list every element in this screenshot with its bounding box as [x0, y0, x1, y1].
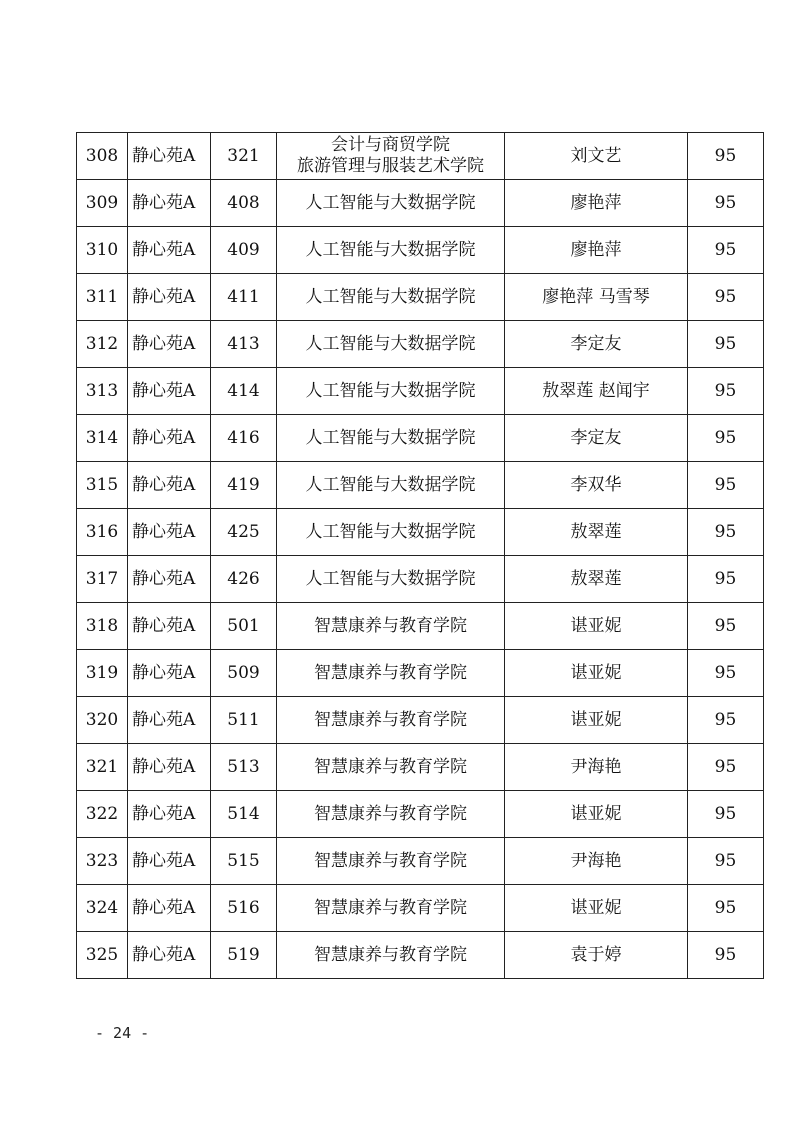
cell-serial-number: 319: [77, 650, 128, 697]
cell-room-number: 514: [211, 791, 277, 838]
table-row: [77, 838, 764, 885]
cell-college: [277, 697, 505, 744]
cell-teacher: 谌亚妮: [505, 791, 688, 838]
table-row: [77, 227, 764, 274]
cell-teacher: 李双华: [505, 462, 688, 509]
cell-teacher: 谌亚妮: [505, 885, 688, 932]
college-name-line: 智慧康养与教育学院: [314, 944, 467, 965]
cell-college: [277, 321, 505, 368]
cell-teacher: 李定友: [505, 321, 688, 368]
cell-building: 静心苑A: [128, 885, 211, 932]
college-name-line: 智慧康养与教育学院: [314, 615, 467, 636]
cell-score: 95: [688, 932, 764, 979]
cell-building: 静心苑A: [128, 415, 211, 462]
college-name-line: 人工智能与大数据学院: [305, 521, 476, 542]
table-row: [77, 744, 764, 791]
cell-score: 95: [688, 274, 764, 321]
table-row: [77, 415, 764, 462]
cell-score: 95: [688, 133, 764, 180]
cell-teacher: 廖艳萍: [505, 180, 688, 227]
cell-score: 95: [688, 650, 764, 697]
cell-room-number: 419: [211, 462, 277, 509]
cell-teacher: 谌亚妮: [505, 603, 688, 650]
cell-serial-number: 314: [77, 415, 128, 462]
cell-building: 静心苑A: [128, 368, 211, 415]
cell-score: 95: [688, 462, 764, 509]
table-row: [77, 603, 764, 650]
cell-serial-number: 320: [77, 697, 128, 744]
cell-building: 静心苑A: [128, 697, 211, 744]
table-row: [77, 556, 764, 603]
cell-serial-number: 321: [77, 744, 128, 791]
cell-college: [277, 791, 505, 838]
cell-college: [277, 744, 505, 791]
table-body: [77, 133, 764, 979]
cell-teacher: 尹海艳: [505, 838, 688, 885]
table-row: [77, 321, 764, 368]
table-row: [77, 932, 764, 979]
college-name-line: 智慧康养与教育学院: [314, 803, 467, 824]
college-name-line: 智慧康养与教育学院: [314, 662, 467, 683]
cell-serial-number: 313: [77, 368, 128, 415]
cell-college: [277, 556, 505, 603]
table-row: [77, 274, 764, 321]
cell-college: [277, 838, 505, 885]
cell-score: 95: [688, 744, 764, 791]
cell-score: 95: [688, 321, 764, 368]
cell-college: [277, 274, 505, 321]
college-name-line: 智慧康养与教育学院: [314, 709, 467, 730]
cell-building: 静心苑A: [128, 321, 211, 368]
table-row: [77, 697, 764, 744]
cell-score: 95: [688, 509, 764, 556]
cell-room-number: 321: [211, 133, 277, 180]
cell-room-number: 519: [211, 932, 277, 979]
page-number: - 24 -: [95, 1024, 150, 1042]
cell-score: 95: [688, 415, 764, 462]
cell-teacher: 刘文艺: [505, 133, 688, 180]
cell-college: [277, 932, 505, 979]
cell-teacher: 尹海艳: [505, 744, 688, 791]
table-row: [77, 791, 764, 838]
cell-room-number: 509: [211, 650, 277, 697]
cell-score: 95: [688, 180, 764, 227]
table-row: [77, 509, 764, 556]
college-name-line: 人工智能与大数据学院: [305, 239, 476, 260]
table-row: [77, 180, 764, 227]
cell-score: 95: [688, 603, 764, 650]
cell-serial-number: 308: [77, 133, 128, 180]
college-name-line: 智慧康养与教育学院: [314, 756, 467, 777]
college-name-line: 人工智能与大数据学院: [305, 192, 476, 213]
cell-room-number: 408: [211, 180, 277, 227]
cell-score: 95: [688, 885, 764, 932]
table-row: [77, 368, 764, 415]
cell-college: [277, 603, 505, 650]
table-row: [77, 462, 764, 509]
cell-serial-number: 310: [77, 227, 128, 274]
cell-building: 静心苑A: [128, 462, 211, 509]
cell-serial-number: 315: [77, 462, 128, 509]
cell-college: [277, 368, 505, 415]
cell-building: 静心苑A: [128, 509, 211, 556]
cell-serial-number: 312: [77, 321, 128, 368]
cell-building: 静心苑A: [128, 650, 211, 697]
cell-serial-number: 309: [77, 180, 128, 227]
cell-room-number: 413: [211, 321, 277, 368]
cell-college: [277, 180, 505, 227]
cell-room-number: 513: [211, 744, 277, 791]
cell-building: 静心苑A: [128, 791, 211, 838]
cell-score: 95: [688, 791, 764, 838]
cell-building: 静心苑A: [128, 180, 211, 227]
cell-building: 静心苑A: [128, 133, 211, 180]
cell-college: [277, 415, 505, 462]
cell-teacher: 谌亚妮: [505, 697, 688, 744]
cell-room-number: 426: [211, 556, 277, 603]
cell-building: 静心苑A: [128, 603, 211, 650]
cell-score: 95: [688, 838, 764, 885]
college-name-line: 人工智能与大数据学院: [305, 474, 476, 495]
cell-room-number: 409: [211, 227, 277, 274]
cell-serial-number: 323: [77, 838, 128, 885]
cell-building: 静心苑A: [128, 932, 211, 979]
cell-room-number: 425: [211, 509, 277, 556]
cell-building: 静心苑A: [128, 227, 211, 274]
college-name-line: 智慧康养与教育学院: [314, 897, 467, 918]
table-row: [77, 133, 764, 180]
cell-room-number: 516: [211, 885, 277, 932]
cell-serial-number: 325: [77, 932, 128, 979]
cell-teacher: 谌亚妮: [505, 650, 688, 697]
cell-room-number: 411: [211, 274, 277, 321]
table-row: [77, 650, 764, 697]
cell-room-number: 414: [211, 368, 277, 415]
cell-score: 95: [688, 556, 764, 603]
cell-building: 静心苑A: [128, 838, 211, 885]
college-name-line: 会计与商贸学院: [331, 135, 450, 155]
cell-serial-number: 316: [77, 509, 128, 556]
cell-teacher: 敖翠莲: [505, 509, 688, 556]
cell-score: 95: [688, 227, 764, 274]
college-name-line: 人工智能与大数据学院: [305, 427, 476, 448]
cell-college: [277, 650, 505, 697]
cell-teacher: 敖翠莲 赵闻宇: [505, 368, 688, 415]
college-name-line: 人工智能与大数据学院: [305, 333, 476, 354]
dormitory-score-table: [76, 132, 764, 979]
college-name-line: 旅游管理与服装艺术学院: [297, 156, 484, 176]
cell-room-number: 416: [211, 415, 277, 462]
cell-college: [277, 885, 505, 932]
cell-building: 静心苑A: [128, 274, 211, 321]
cell-score: 95: [688, 368, 764, 415]
cell-room-number: 511: [211, 697, 277, 744]
cell-teacher: 李定友: [505, 415, 688, 462]
cell-serial-number: 322: [77, 791, 128, 838]
cell-room-number: 501: [211, 603, 277, 650]
college-name-line: 智慧康养与教育学院: [314, 850, 467, 871]
cell-serial-number: 324: [77, 885, 128, 932]
cell-building: 静心苑A: [128, 556, 211, 603]
cell-serial-number: 311: [77, 274, 128, 321]
cell-college: [277, 227, 505, 274]
cell-teacher: 袁于婷: [505, 932, 688, 979]
cell-teacher: 敖翠莲: [505, 556, 688, 603]
cell-college: [277, 133, 505, 180]
cell-teacher: 廖艳萍 马雪琴: [505, 274, 688, 321]
cell-college: [277, 462, 505, 509]
cell-building: 静心苑A: [128, 744, 211, 791]
table-row: [77, 885, 764, 932]
cell-serial-number: 317: [77, 556, 128, 603]
cell-college: [277, 509, 505, 556]
college-name-line: 人工智能与大数据学院: [305, 380, 476, 401]
cell-room-number: 515: [211, 838, 277, 885]
college-name-line: 人工智能与大数据学院: [305, 286, 476, 307]
cell-teacher: 廖艳萍: [505, 227, 688, 274]
cell-serial-number: 318: [77, 603, 128, 650]
college-name-line: 人工智能与大数据学院: [305, 568, 476, 589]
cell-score: 95: [688, 697, 764, 744]
